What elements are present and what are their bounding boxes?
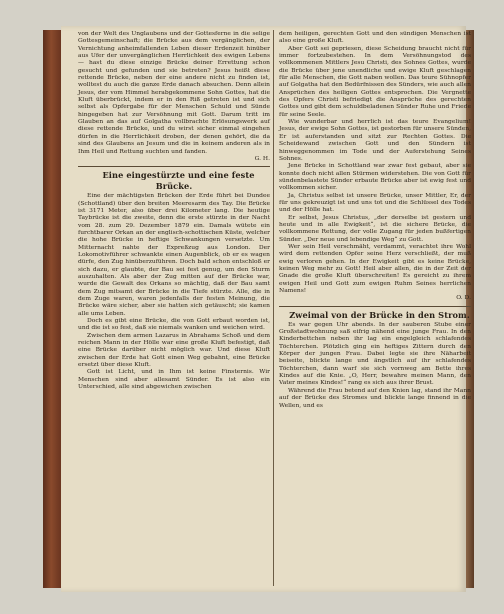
paragraph: Wer sein Heil verschmäht, verdammt, verachtet ihre Wohl wird dem rettenden Opfer seine Herz verschließt, der muß ewig verloren gehen. In der Ewigkeit gibt es keine Brücke, keinen Weg mehr zu Gott! Heil aber allen, die in der Zeit der Gnade die große Kluft überschreiten! Es gereicht zu ihrem ewigen Heil und Gott zum ewigen Ruhm Seines herrlichen Namens! [279, 242, 471, 295]
paragraph: Aber Gott sei gepriesen, diese Scheidung braucht nicht für immer fortzubestehen. In dem Versöhnungstod des vollkommenen Mittlers Jesu Christi, des Sohnes Gottes, wurde die Brücke über jene unendliche und ewige Kluft geschlagen für alle Menschen, die Gott naben wollen. Das teure Sühnopfer auf Golgatha hat den Bedürfnissen des Sünders, wie auch allen Ansprüchen des heiligen Gottes entsprochen. Die Vergnette des Opfers Christi befriedigt die Ansprüche des gerechten Gottes und gibt dem schuldbeladenen Sünder Ruhe und Friede für seine Seele. [279, 44, 471, 118]
paragraph: Er selbst, Jesus Christus, „der derselbe ist gestern und heute und in alle Ewigkeit“, ist die sichere Brücke, die vollkommene Rettung, der volle Zugang für jeden bußfertigen Sünder. „Der neue und lebendige Weg“ zu Gott. [279, 213, 471, 243]
signature: G. H. [254, 154, 270, 162]
paragraph: Ja, Christus selbst ist unsere Brücke, unser Mittler, Er, der für uns gekreuzigt ist und uns tot und die Schlüssel des Todes und der Hölle hat. [279, 191, 471, 214]
paragraph: Wie wunderbar und herrlich ist das teure Evangelium! Jesus, der ewige Sohn Gottes, ist gestorben für unsere Sünden, Er ist auferstanden und sitzt zur Rechten Gottes. Die Scheidewand zwischen Gott und den Sündern ist hinweggenommen im Tode und der Auferstehung Seines Sohnes. [279, 118, 471, 162]
book-binding [43, 30, 62, 588]
section-divider [279, 306, 471, 307]
paragraph: Es war gegen Uhr abends. In der sauberen Stube einer Großstadtwohnung saß eifrig nähend eine junge Frau. In den Kinderbettchen neben ihr lag ein engelgleich schlafendes Töchterchen. Plötzlich ging ein heftiges Zittern durch den Körper der jungen Frau. Dabei legte sie ihre Näharbeit beiseite, blickte lange und ängstlich auf ihr schlafendes Töchterchen, dann warf sie sich vornweg am Bette ihres Kindes auf die Knie. „O, Herr, bewahre meinen Mann, den Vater meines Kindes!“ rang es sich aus ihrer Brust. [279, 320, 471, 387]
section-divider [78, 166, 270, 167]
article-heading: Eine eingestürzte und eine feste Brücke. [102, 170, 255, 192]
paragraph: dem heiligen, gerechten Gott und den sündigen Menschen ist also eine große Kluft. [279, 30, 471, 45]
paragraph: Gott ist Licht, und in Ihm ist keine Finsternis. Wir Menschen sind aber allesamt Sünder. Es ist also ein Unterschied, alle sind abgewichen zwischen [78, 368, 270, 391]
column-rule [273, 30, 274, 586]
book-page [61, 26, 471, 592]
paragraph: Jene Brücke in Schottland war zwar fest gebaut, aber sie konnte doch nicht allen Stürmen widerstehen. Die von Gott für sündenbelastete Sünder erbaute Brücke aber ist ewig fest und vollkommen sicher. [279, 162, 471, 192]
left-column [78, 30, 270, 390]
paragraph: Doch es gibt eine Brücke, die von Gott erbaut worden ist, und die ist so fest, daß sie niemals wanken und weichen wird. [78, 317, 270, 332]
right-column [279, 30, 471, 409]
article-heading: Zweimal von der Brücke in den Strom. [289, 309, 470, 320]
signature: O. D. [456, 294, 471, 302]
paragraph: von der Welt des Unglaubens und der Gottesferne in die selige Gottesgemeinschaft; die Brücke aus dem vergänglichen, der Vernichtung anheimfallenden Leben dieser Erdenzeit hinüber aus Ufer der unvergänglichen Herrlichkeit des ewigen Lebens — hast du diese einzige Brücke deiner Errettung schon gesucht und gefunden und sie betreten? Jesus heißt diese rettende Brücke, neben der eine andere nicht zu finden ist, wolltest du auch die ganze Erde danach absuchen. Denn allein Jesus, der vom Himmel herabgekommene Sohn Gottes, hat die Kluft überbrückt, indem er in den Riß getreten ist und sich selbst als Opfergabe für der Menschen Schuld und Sünde hingegeben hat zur Versöhnung mit Gott. Darum tritt im Glauben an das auf Golgatha vollbrachte Erlösungswerk auf diese rettende Brücke, und du wirst sicher einmal eingehen dürfen in die Herrlichkeit droben, der denen gehört, die da sind des Glaubens an Jesum und die in keinem anderen als in Ihm Heil und Rettung suchten und fanden. [78, 30, 270, 155]
paragraph: Zwischen dem armen Lazarus in Abrahams Schoß und dem reichen Mann in der Hölle war eine große Kluft befestigt, daß eine Brücke darüber nicht möglich war. Und diese Kluft zwischen der Erde hat Gott einen Weg gebahnt, eine Brücke ersetzt über diese Kluft. [78, 331, 270, 369]
paragraph: Während die Frau betend auf den Knien lag, stand ihr Mann auf der Brücke des Stromes und blickte lange finnend in die Wellen, und es [279, 386, 471, 409]
paragraph: Eine der mächtigsten Brücken der Erde führt bei Dundee (Schottland) über den breiten Meeresarm des Tay. Die Brücke ist 3171 Meter, also über drei Kilometer lang. Die heutige Taybrücke ist die zweite, denn die erste stürzte in der Nacht vom 28. zum 29. Dezember 1879 ein. Damals wütete ein furchtbarer Orkan an der englisch-schottischen Küste, welcher die hohe Brücke in heftige Schwankungen versetzte. Um Mitternacht nahte der Expreßzug aus London. Der Lokomotivführer schwankte einen Augenblick, ob er es wagen dürfe, den Zug hinüberzuführen. Doch bald schon entschloß er sich dazu, er glaubte, der Bau sei fest genug, um den Sturm auszuhalten. Als aber der Zug mitten auf der Brücke war, wurde die Gewalt des Orkans so mächtig, daß der Bau samt dem Zug mitsamt der Brücke in die Tiefe stürzte. Alle, die in dem Zuge waren, waren jedenfalls der festen Meinung, die Brücke wäre sicher, aber sie hatten sich getäuscht; sie kamen alle ums Leben. [78, 192, 270, 317]
